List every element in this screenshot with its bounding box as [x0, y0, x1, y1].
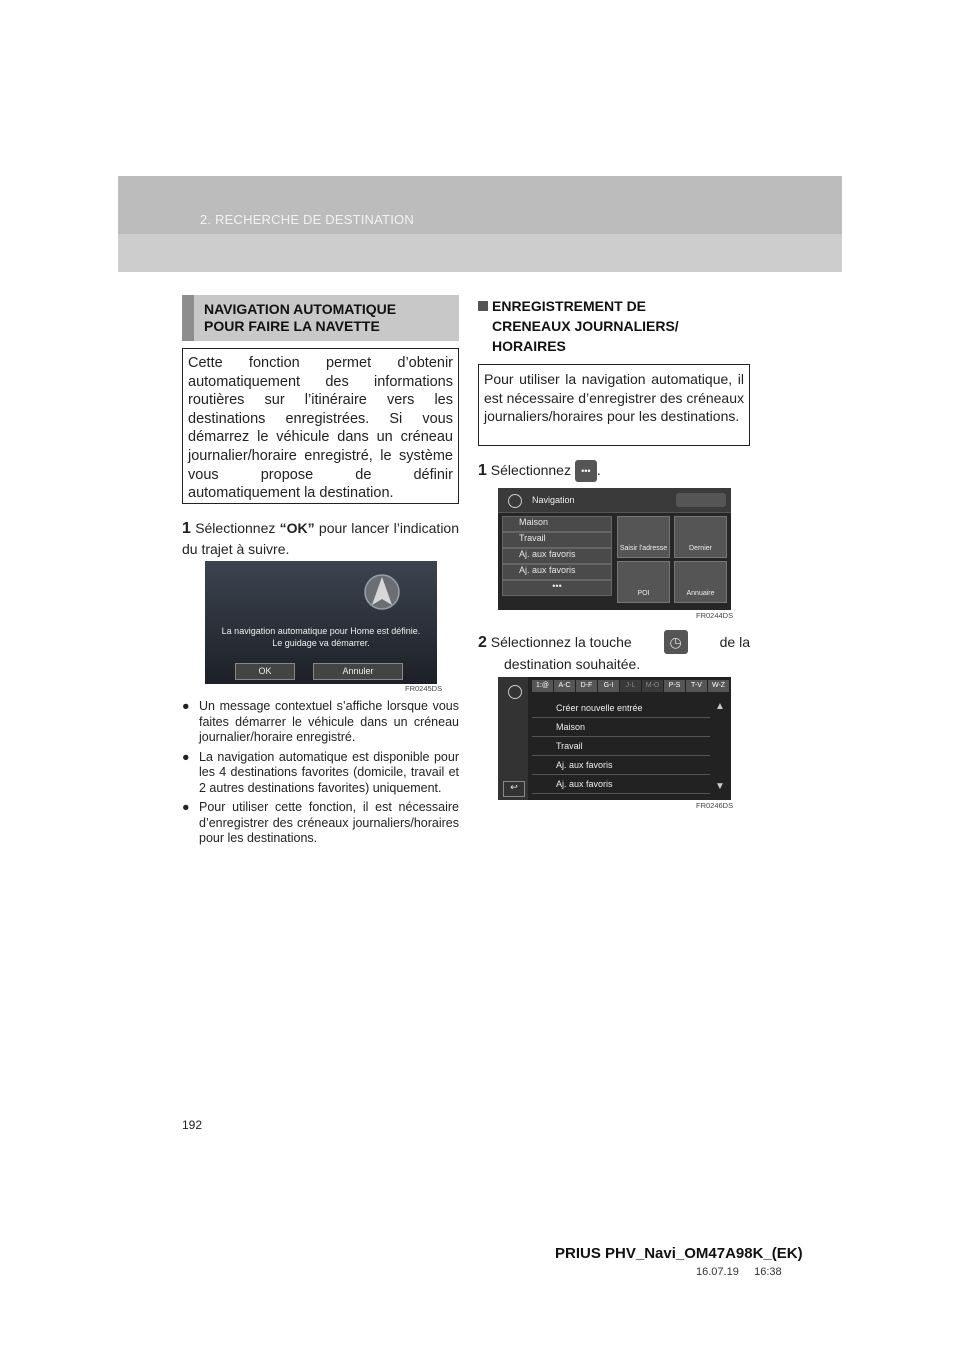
list-item: ● Pour utiliser cette fonction, il est nécessaire d’enregistrer des créneaux journaliers/horaires pour les destinations. [182, 800, 459, 845]
destination-list-screen [498, 677, 731, 800]
tile-directory[interactable]: Annuaire [674, 561, 727, 603]
step-1-right: 1 Sélectionnez ••• . [478, 460, 601, 482]
step-1-left: 1 Sélectionnez “OK” pour lancer l’indication du trajet à suivre. [182, 520, 459, 557]
auto-nav-screen [205, 561, 437, 684]
list-item: ● La navigation automatique est disponible pour les 4 destinations favorites (domicile, travail et 2 autres destinations favorites) uniquement. [182, 749, 459, 795]
doc-title: PRIUS PHV_Navi_OM47A98K_(EK) [555, 1245, 803, 1262]
tab[interactable]: W-Z [708, 680, 729, 692]
back-icon[interactable]: ↩ [503, 781, 525, 797]
screen-code-1: FR0245DS [405, 684, 443, 693]
screen-title: Navigation [532, 495, 575, 505]
tab[interactable]: 1:@ [532, 680, 553, 692]
tile-last[interactable]: Dernier [674, 516, 727, 558]
clock-icon[interactable]: ◷ [664, 630, 688, 654]
navigation-icon [508, 494, 522, 508]
table-row[interactable]: Travail [532, 737, 710, 756]
table-row[interactable]: Aj. aux favoris [532, 775, 710, 794]
subheading: ENREGISTREMENT DE CRENEAUX JOURNALIERS/ HORAIRES [478, 296, 750, 356]
tab[interactable]: A-C [554, 680, 575, 692]
auto-nav-message-2: Le guidage va démarrer. [272, 638, 370, 648]
tile-address[interactable]: Saisir l'adresse [617, 516, 670, 558]
section-title: 2. RECHERCHE DE DESTINATION [200, 212, 414, 227]
table-row[interactable]: Créer nouvelle entrée [532, 699, 710, 718]
step-2-right: 2 Sélectionnez la touche ◷ de la destination souhaitée. [478, 630, 750, 674]
list-item[interactable]: Aj. aux favoris [502, 548, 612, 564]
screen-code-3: FR0246DS [696, 801, 734, 810]
tab[interactable]: J-L [620, 680, 641, 692]
doc-date: 16.07.19 16:38 [696, 1266, 782, 1278]
tab[interactable]: P-S [664, 680, 685, 692]
bullet-list [182, 699, 459, 847]
list-item: ● Un message contextuel s’affiche lorsque vous faites démarrer le véhicule dans un créneau journalier/horaire enregistré. [182, 699, 459, 744]
list-item[interactable]: Aj. aux favoris [502, 564, 612, 580]
scroll-down-icon[interactable]: ▼ [715, 781, 725, 792]
tab[interactable]: T-V [686, 680, 707, 692]
more-options-icon[interactable]: ••• [575, 460, 597, 482]
page-number: 192 [182, 1118, 203, 1132]
scroll-up-icon[interactable]: ▲ [715, 701, 725, 712]
more-button[interactable]: ••• [502, 580, 612, 596]
navigation-icon [508, 685, 522, 699]
list-item[interactable]: Maison [502, 516, 612, 532]
tab[interactable]: M-O [642, 680, 663, 692]
table-row[interactable]: Aj. aux favoris [532, 756, 710, 775]
tile-poi[interactable]: POI [617, 561, 670, 603]
section-heading: NAVIGATION AUTOMATIQUE POUR FAIRE LA NAVETTE [182, 295, 459, 341]
tab[interactable]: D-F [576, 680, 597, 692]
tab[interactable]: G-I [598, 680, 619, 692]
navigation-menu-screen [498, 488, 731, 610]
table-row[interactable]: Maison [532, 718, 710, 737]
screen-code-2: FR0244DS [696, 611, 734, 620]
auto-nav-message-1: La navigation automatique pour Home est définie. [221, 626, 421, 636]
intro-box: Cette fonction permet d’obtenir automatiquement des informations routières sur l’itinéraire vers les destinations enregistrées. Si vous démarrez le véhicule dans un créneau journalier/horaire enregistré, le système vous propose de définir automatiquement la destination. [182, 348, 459, 504]
list-item[interactable]: Travail [502, 532, 612, 548]
cancel-button[interactable]: Annuler [313, 663, 403, 680]
ok-button[interactable]: OK [235, 663, 295, 680]
note-box: Pour utiliser la navigation automatique, il est nécessaire d’enregistrer des créneaux journaliers/horaires pour les destinations. [478, 364, 750, 446]
status-icons [676, 493, 726, 507]
